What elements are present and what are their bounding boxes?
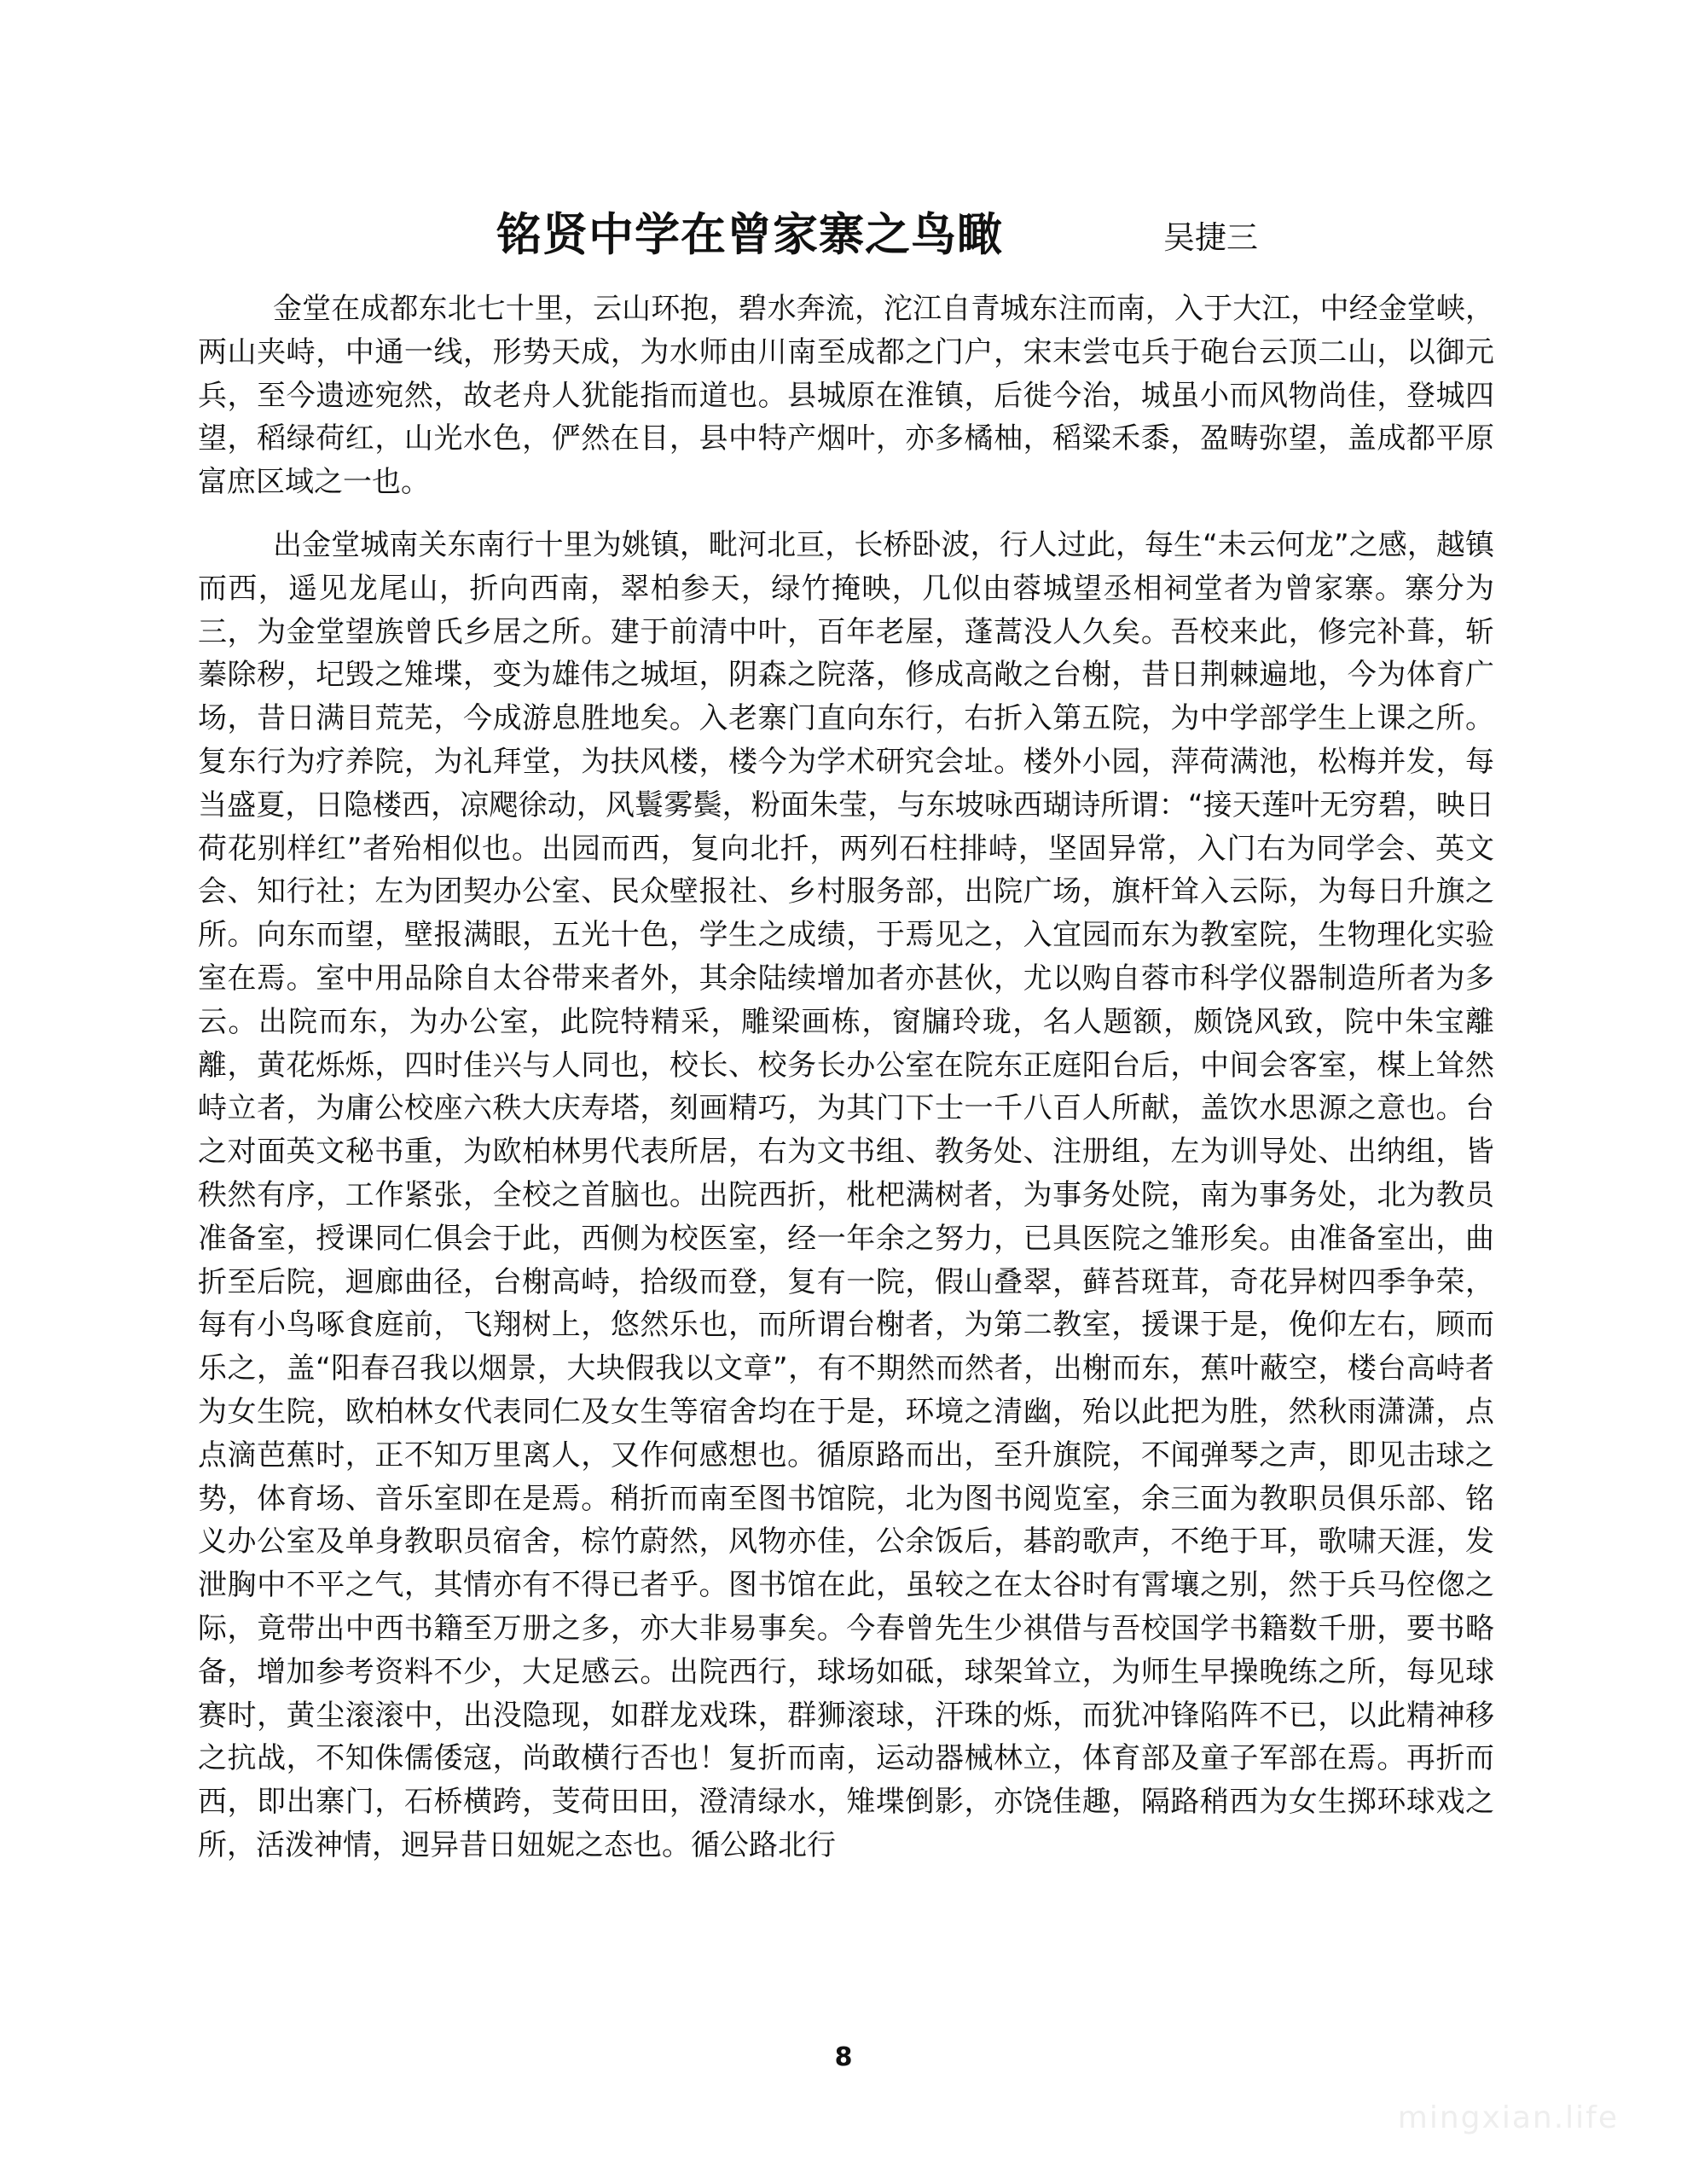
paragraph: 出金堂城南关东南行十里为姚镇，毗河北亘，长桥卧波，行人过此，每生“未云何龙”之感，越镇而西，遥见龙尾山，折向西南，翠柏参天，绿竹掩映，几似由蓉城望丞相祠堂者为曾家寨。寨分为三，为金堂望族曾氏乡居之所。建于前清中叶，百年老屋，蓬蒿没人久矣。吾校来此，修完补葺，斩蓁除秽，圮毁之雉堞，变为雄伟之城垣，阴森之院落，修成高敞之台榭，昔日荆棘遍地，今为体育广场，昔日满目荒芜，今成游息胜地矣。入老寨门直向东行，右折入第五院，为中学部学生上课之所。复东行为疗养院，为礼拜堂，为扶风楼，楼今为学术研究会址。楼外小园，萍荷满池，松梅并发，每当盛夏，日隐楼西，凉飔徐动，风鬟雾鬓，粉面朱莹，与东坡咏西瑚诗所谓：“接天莲叶无穷碧，映日荷花别样红”者殆相似也。出园而西，复向北扦，两列石柱排峙，坚固异常，入门右为同学会、英文会、知行社；左为团契办公室、民众壁报社、乡村服务部，出院广场，旗杆耸入云际，为每日升旗之所。向东而望，壁报满眼，五光十色，学生之成绩，于焉见之，入宜园而东为教室院，生物理化实验室在焉。室中用品除自太谷带来者外，其余陆续增加者亦甚伙，尤以购自蓉市科学仪器制造所者为多云。出院而东，为办公室，此院特精采，雕梁画栋，窗牖玲珑，名人题额，颇饶风致，院中朱宝離離，黄花烁烁，四时佳兴与人同也，校长、校务长办公室在院东正庭阳台后，中间会客室，楳上耸然峙立者，为庸公校座六秩大庆寿塔，刻画精巧，为其门下士一千八百人所献，盖饮水思源之意也。台之对面英文秘书重，为欧柏林男代表所居，右为文书组、教务处、注册组，左为训导处、出纳组，皆秩然有序，工作紧张，全校之首脑也。出院西折，枇杷满树者，为事务处院，南为事务处，北为教员准备室，授课同仁俱会于此，西侧为校医室，经一年余之努力，已具医院之雏形矣。由准备室出，曲折至后院，迴廊曲径，台榭高峙，拾级而登，复有一院，假山叠翠，藓苔斑茸，奇花异树四季争荣，每有小鸟啄食庭前，飞翔树上，悠然乐也，而所谓台榭者，为第二教室，援课于是，俛仰左右，顾而乐之，盖“阳春召我以烟景，大块假我以文章”，有不期然而然者，出榭而东，蕉叶蔽空，楼台高峙者为女生院，欧柏林女代表同仁及女生等宿舍均在于是，环境之清幽，殆以此把为胜，然秋雨潇潇，点点滴芭蕉时，正不知万里离人，又作何感想也。循原路而出，至升旗院，不闻弹琴之声，即见击球之势，体育场、音乐室即在是焉。稍折而南至图书馆院，北为图书阅览室，余三面为教职员俱乐部、铭义办公室及单身教职员宿舍，棕竹蔚然，风物亦佳，公余饭后，碁韵歌声，不绝于耳，歌啸天涯，发泄胸中不平之气，其情亦有不得已者乎。图书馆在此，虽较之在太谷时有霄壤之别，然于兵马倥偬之际，竟带出中西书籍至万册之多，亦大非易事矣。今春曾先生少祺借与吾校国学书籍数千册，要书略备，增加参考资料不少，大足感云。出院西行，球场如砥，球架耸立，为师生早操晚练之所，每见球赛时，黄尘滚滚中，出没隐现，如群龙戏珠，群狮滚球，汗珠的烁，而犹冲锋陷阵不已，以此精神移之抗战，不知侏儒倭寇，尚敢横行否也！复折而南，运动器械林立，体育部及童子军部在焉。再折而西，即出寨门，石桥横跨，芰荷田田，澄清绿水，雉堞倒影，亦饶佳趣，隔路稍西为女生掷环球戏之所，活泼神情，迥异昔日妞妮之态也。循公路北行 (198, 527, 1494, 1862)
article-body (198, 288, 1494, 1867)
header (0, 201, 1687, 270)
article-title: 铭贤中学在曾家寨之鸟瞰 (496, 209, 1003, 261)
author-name: 吴捷三 (1163, 219, 1258, 256)
watermark: mingxian.life (1397, 2100, 1619, 2135)
paragraph: 金堂在成都东北七十里，云山环抱，碧水奔流，沱江自青城东注而南，入于大江，中经金堂峡，两山夹峙，中通一线，形势天成，为水师由川南至成都之门户，宋末尝屯兵于砲台云顶二山，以御元兵，至今遗迹宛然，故老舟人犹能指而道也。县城原在淮镇，后徙今治，城虽小而风物尚佳，登城四望，稻绿荷红，山光水色，俨然在目，县中特产烟叶，亦多橘柚，稻粱禾黍，盈畴弥望，盖成都平原富庶区域之一也。 (198, 292, 1494, 500)
page-number: 8 (834, 2042, 853, 2072)
